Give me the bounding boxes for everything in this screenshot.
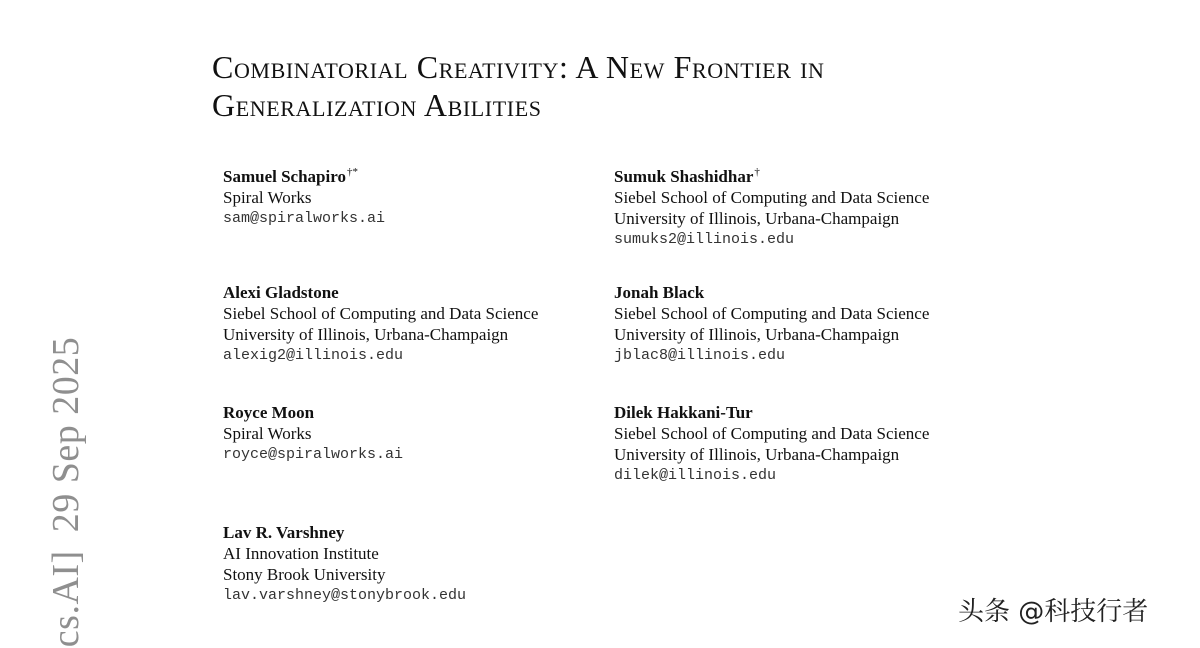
author-university: University of Illinois, Urbana-Champaign: [614, 209, 900, 228]
author-block-moon: [223, 402, 603, 466]
author-email: sumuks2@illinois.edu: [614, 231, 795, 248]
author-name: Lav R. Varshney: [223, 523, 345, 542]
author-university: University of Illinois, Urbana-Champaign: [614, 325, 900, 344]
author-block-schapiro: [223, 162, 603, 230]
author-affiliation: Spiral Works: [223, 188, 312, 207]
author-email: lav.varshney@stonybrook.edu: [223, 587, 467, 604]
author-name: Jonah Black: [614, 283, 705, 302]
author-affiliation: Spiral Works: [223, 424, 312, 443]
author-name-line: [614, 162, 994, 187]
author-footnote-marks: †*: [346, 166, 358, 178]
author-footnote-marks: †: [754, 166, 760, 178]
author-institute: AI Innovation Institute: [223, 544, 379, 563]
author-block-varshney: [223, 522, 603, 607]
author-department: Siebel School of Computing and Data Science: [614, 304, 930, 323]
author-name-line: [223, 162, 603, 187]
author-block-hakkani-tur: [614, 402, 994, 487]
author-name: Sumuk Shashidhar: [614, 167, 754, 186]
author-university: University of Illinois, Urbana-Champaign: [614, 445, 900, 464]
author-department: Siebel School of Computing and Data Science: [223, 304, 539, 323]
arxiv-side-stamp: [47, 337, 85, 647]
title-line-1: Combinatorial Creativity: A New Frontier in: [212, 49, 825, 85]
author-email: jblac8@illinois.edu: [614, 347, 786, 364]
source-watermark: 头条 @科技行者: [958, 597, 1149, 627]
author-name: Alexi Gladstone: [223, 283, 339, 302]
author-university: University of Illinois, Urbana-Champaign: [223, 325, 509, 344]
author-email: dilek@illinois.edu: [614, 467, 777, 484]
author-name: Samuel Schapiro: [223, 167, 346, 186]
author-department: Siebel School of Computing and Data Science: [614, 188, 930, 207]
author-block-black: [614, 282, 994, 367]
author-name: Dilek Hakkani-Tur: [614, 403, 753, 422]
author-email: royce@spiralworks.ai: [223, 446, 404, 463]
paper-title: [212, 48, 1032, 124]
arxiv-date: 29 Sep 2025: [45, 336, 87, 533]
arxiv-category: cs.AI]: [45, 550, 87, 648]
title-line-2: Generalization Abilities: [212, 87, 542, 123]
author-block-gladstone: [223, 282, 603, 367]
author-block-shashidhar: [614, 162, 994, 251]
author-name: Royce Moon: [223, 403, 315, 422]
author-department: Siebel School of Computing and Data Science: [614, 424, 930, 443]
author-email: alexig2@illinois.edu: [223, 347, 404, 364]
author-email: sam@spiralworks.ai: [223, 210, 386, 227]
author-university: Stony Brook University: [223, 565, 386, 584]
